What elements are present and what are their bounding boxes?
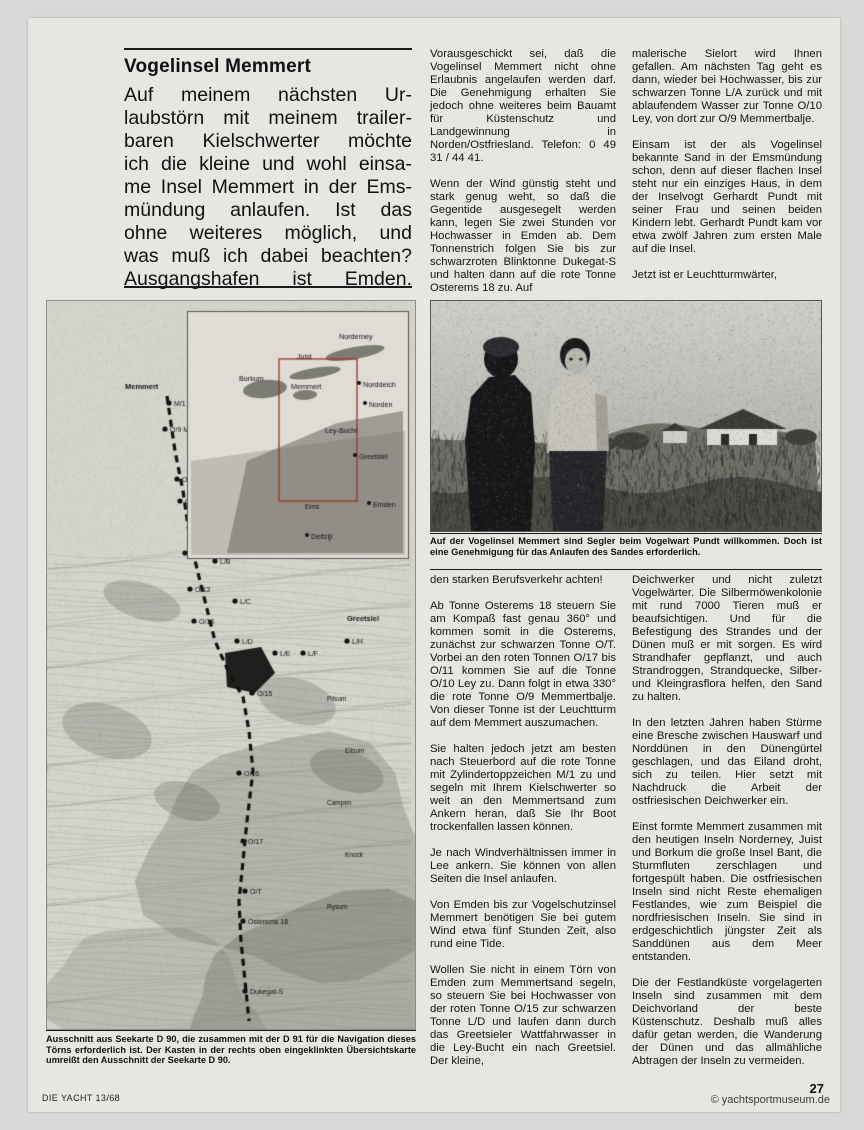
column-3-top	[632, 48, 822, 282]
lead-paragraph: Auf meinem nächsten Ur- laubstörn mit meinem trailer- baren Kielschwerter möchte ich die kleine und wohl einsa- me Insel Memmert in der Ems- mündung anlaufen. Ist das ohne weiteres möglich, und was muß ich dabei beachten? Ausgangshafen ist Emden.	[124, 84, 412, 290]
chart-caption-rule	[46, 1030, 416, 1031]
sea-chart-figure	[46, 300, 416, 1030]
column-3-bottom	[632, 574, 822, 1068]
photo-image	[431, 301, 821, 531]
photo-caption: Auf der Vogelinsel Memmert sind Segler beim Vogelwart Pundt willkommen. Doch ist eine Genehmigung für das Anlaufen des Sandes erforderlich.	[430, 536, 822, 557]
photo-caption-rule	[430, 533, 822, 534]
column-2-bottom-text: den starken Berufsverkehr achten! Ab Tonne Osterems 18 steuern Sie am Kompaß fast genau 360° und kommen somit in die Osterems, zunächst zur schwarzen Tonne O/T. Vorbei an den roten Tonnen O/17 bis O/11 kommen Sie auf die Tonne O/10 Ley zu. Dann folgt in etwa 330° die rote Tonne O/9 Memmertbalje. Von dieser Tonne ist der Leuchtturm auf dem Memmert auszumachen. Sie halten jedoch jetzt am besten nach Steuerbord auf die rote Tonne mit Zylindertoppzeichen M/1 zu und segeln mit Ihrem Kielschwerter so weit an den Memmertsand zum Ankern heran, daß Sie Ihr Boot trockenfallen lassen können. Je nach Windverhältnissen immer in Lee ankern. Sie können von allen Seiten die Insel anlaufen. Von Emden bis zur Vogelschutzinsel Memmert benötigen Sie bei gutem Wind etwa fünf Stunden Zeit, also rund eine Tide. Wollen Sie nicht in einem Törn von Emden zum Memmertsand segeln, so steuern Sie bei Hochwasser von der roten Tonne O/15 zur schwarzen Tonne L/D und laufen dann durch das Greetsieler Wattfahrwasser in die Ley-Bucht ein nach Greetsiel. Der kleine,	[430, 574, 616, 1067]
column-3-top-text: malerische Sielort wird Ihnen gefallen. Am nächsten Tag geht es dann, wieder bei Hochwasser, bis zur schwarzen Tonne L/A zurück und mit ablaufendem Wasser zur Tonne O/10 Ley, von dort zur O/9 Memmertbalje. Einsam ist der als Vogelinsel bekannte Sand in der Emsmündung schon, denn auf dieser flachen Insel steht nur ein einziges Haus, in dem der Inselvogt Gerhardt Pundt mit seiner Frau und seinen beiden Kindern lebt. Gerhardt Pundt kam vor etwa zwölf Jahren zum ersten Male auf die Insel. Jetzt ist er Leuchtturmwärter,	[632, 48, 822, 281]
column-2-top-text: Vorausgeschickt sei, daß die Vogelinsel Memmert nicht ohne Erlaubnis angelaufen werden darf. Die Genehmigung erhalten Sie jedoch ohne weiteres beim Bauamt für Küstenschutz und Landgewinnung in Norden/Ostfriesland. Telefon: 0 49 31 / 44 41. Wenn der Wind günstig steht und stark genug weht, so daß die Gegentide ausgesegelt werden kann, legen Sie zwei Stunden vor Hochwasser in Emden ab. Dem Tonnenstrich folgen Sie bis zur schwarzroten Blinktonne Dukegat-S und halten dann auf die rote Tonne Osterems 18 zu. Auf	[430, 48, 616, 294]
chart-caption: Ausschnitt aus Seekarte D 90, die zusammen mit der D 91 für die Navigation dieses Törns erforderlich ist. Der Kasten in der rechts oben eingeklinkten Übersichtskarte umreißt den Ausschnitt der Seekarte D 90.	[46, 1034, 416, 1066]
column-2-top	[430, 48, 616, 295]
headline-column	[124, 52, 412, 291]
photo-figure	[430, 300, 822, 532]
watermark: © yachtsportmuseum.de	[710, 1094, 830, 1106]
page-number: 27	[809, 1081, 824, 1096]
magazine-page	[28, 18, 840, 1112]
column-2-bottom	[430, 574, 616, 1068]
sea-chart-image	[47, 301, 415, 1029]
page-title: Vogelinsel Memmert	[124, 56, 311, 77]
headline-rule-top	[124, 48, 412, 50]
column-3-bottom-text: Deichwerker und nicht zuletzt Vogelwärter. Die Silbermöwenkolonie mit rund 7000 Tieren muß er beaufsichtigen. Und für die Befestigung des Strandes und der Dünen muß er mit sorgen. Es wird Strandhafer gepflanzt, und auch Strandroggen, Strandquecke, Silber- und Kleingrasflora helfen, den Sand zu halten. In den letzten Jahren haben Stürme eine Bresche zwischen Hauswarf und Norddünen in den Dünengürtel geschlagen, und das Eiland droht, sich zu teilen. Hier setzt mit Nachdruck die Arbeit der ostfriesischen Deichwerker ein. Einst formte Memmert zusammen mit den heutigen Inseln Norderney, Juist und Borkum die große Insel Bant, die Sturmfluten zerschlagen und fortgespült haben. Die ostfriesischen Inseln sind nicht Reste ehemaligen Festlandes, wie zum Beispiel die nordfriesischen Inseln. Sie sind in erdgeschichtlich jüngster Zeit als Sanddünen aus dem Meer entstanden. Die der Festlandküste vorgelagerten Inseln sind zusammen mit dem Deichvorland der beste Küstenschutz. Deshalb muß alles dafür getan werden, die Wanderung der Dünen und das allmähliche Abtragen der Inseln zu vermeiden.	[632, 574, 822, 1067]
footer-issue: DIE YACHT 13/68	[42, 1093, 121, 1103]
photo-caption-rule-bottom	[430, 569, 822, 570]
